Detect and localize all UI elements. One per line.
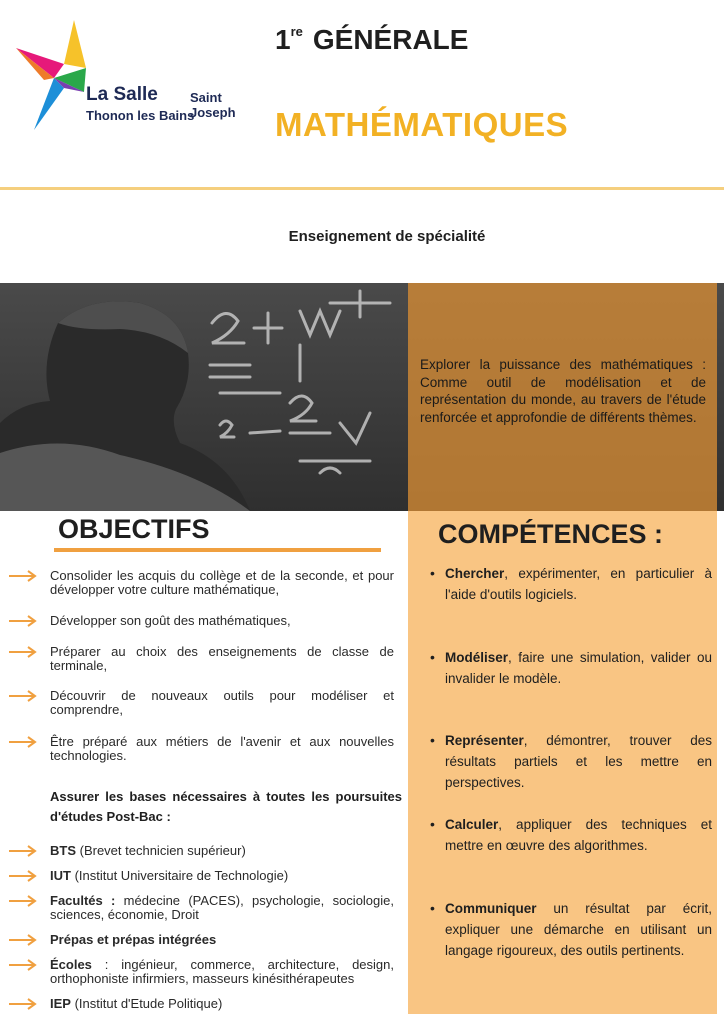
competences-panel — [408, 511, 717, 1014]
poursuite-bold: Écoles — [50, 957, 92, 972]
poursuite-item — [8, 997, 394, 1011]
page-subtitle: Enseignement de spécialité — [288, 228, 486, 245]
competence-bold: Communiquer — [445, 901, 537, 916]
objectif-text: Être préparé aux métiers de l'avenir et aux nouvelles technologies. — [50, 734, 394, 763]
objectif-text: Développer son goût des mathématiques, — [50, 613, 291, 628]
subject-title: MATHÉMATIQUES — [275, 106, 569, 143]
header-divider — [0, 187, 724, 190]
objectif-item — [8, 614, 394, 628]
banner-text: Explorer la puissance des mathématiques : Comme outil de modélisation et de représentation du monde, au travers de l'étude renforcée et approfondie de différents thèmes. — [420, 357, 706, 425]
bullet-icon: • — [430, 732, 435, 748]
objectif-text: Découvrir de nouveaux outils pour modéliser et comprendre, — [50, 688, 394, 717]
objectif-text: Consolider les acquis du collège et de la seconde, et pour développer votre culture mathématique, — [50, 568, 394, 597]
competence-text: , expérimenter, en particulier à l'aide d'outils logiciels. — [445, 566, 712, 602]
poursuite-item — [8, 894, 394, 922]
competence-text: , démontrer, trouver des résultats partiels et les mettre en perspectives. — [445, 733, 712, 790]
competence-bold: Modéliser — [445, 650, 509, 665]
poursuite-item — [8, 869, 394, 883]
poursuite-item — [8, 933, 394, 947]
arrow-right-icon — [8, 615, 38, 627]
arrow-right-icon — [8, 870, 38, 882]
competences-title: COMPÉTENCES : — [438, 519, 664, 549]
poursuite-text: (Brevet technicien supérieur) — [76, 843, 246, 858]
class-level — [275, 24, 468, 56]
arrow-right-icon — [8, 845, 38, 857]
bullet-icon: • — [430, 816, 435, 832]
poursuite-bold: BTS — [50, 843, 76, 858]
competence-item — [430, 814, 712, 856]
poursuite-bold: Facultés : — [50, 893, 116, 908]
poursuite-bold: Prépas et prépas intégrées — [50, 932, 217, 947]
bullet-icon: • — [430, 900, 435, 916]
star-logo-icon — [14, 18, 94, 138]
poursuite-text: : ingénieur, commerce, architecture, design, orthophoniste infirmiers, masseurs kinésithérapeutes — [50, 957, 394, 986]
objectifs-title: OBJECTIFS — [58, 514, 210, 544]
arrow-right-icon — [8, 570, 38, 582]
competence-item — [430, 898, 712, 961]
arrow-right-icon — [8, 646, 38, 658]
poursuite-text: (Institut d'Etude Politique) — [70, 996, 223, 1011]
logo-city: Thonon les Bains — [86, 108, 195, 123]
school-logo — [14, 18, 259, 138]
arrow-right-icon — [8, 736, 38, 748]
objectif-item — [8, 645, 394, 673]
poursuite-text: (Institut Universitaire de Technologie) — [70, 868, 289, 883]
level-label: GÉNÉRALE — [312, 24, 469, 55]
competence-bold: Représenter — [445, 733, 524, 748]
competence-item — [430, 730, 712, 793]
poursuite-bold: IEP — [50, 996, 71, 1011]
competence-item — [430, 563, 712, 605]
competence-text: , faire une simulation, valider ou invalider le modèle. — [445, 650, 712, 686]
poursuites-heading: Assurer les bases nécessaires à toutes les poursuites d'études Post-Bac : — [50, 789, 402, 824]
poursuite-bold: IUT — [50, 868, 71, 883]
poursuite-text: médecine (PACES), psychologie, sociologie, sciences, économie, Droit — [50, 893, 394, 922]
competence-bold: Calculer — [445, 817, 499, 832]
objectifs-underline — [54, 548, 381, 552]
objectif-text: Préparer au choix des enseignements de classe de terminale, — [50, 644, 394, 673]
competence-text: , appliquer des techniques et mettre en œuvre des algorithmes. — [445, 817, 712, 853]
objectif-item — [8, 569, 394, 597]
arrow-right-icon — [8, 934, 38, 946]
objectif-item — [8, 735, 394, 763]
logo-name: La Salle — [86, 84, 158, 105]
poursuite-item — [8, 844, 394, 858]
poursuite-item — [8, 958, 394, 986]
logo-place: Saint Joseph — [190, 90, 236, 120]
bullet-icon: • — [430, 649, 435, 665]
arrow-right-icon — [8, 895, 38, 907]
competence-bold: Chercher — [445, 566, 505, 581]
competence-item — [430, 647, 712, 689]
banner-text-panel — [408, 283, 717, 511]
bullet-icon: • — [430, 565, 435, 581]
chalkboard-banner — [0, 283, 724, 511]
level-number: 1 — [275, 24, 291, 55]
arrow-right-icon — [8, 690, 38, 702]
arrow-right-icon — [8, 998, 38, 1010]
objectif-item — [8, 689, 394, 717]
competence-text: un résultat par écrit, expliquer une démarche en utilisant un langage rigoureux, des outils pertinents. — [445, 901, 712, 958]
level-suffix: re — [290, 24, 303, 39]
arrow-right-icon — [8, 959, 38, 971]
